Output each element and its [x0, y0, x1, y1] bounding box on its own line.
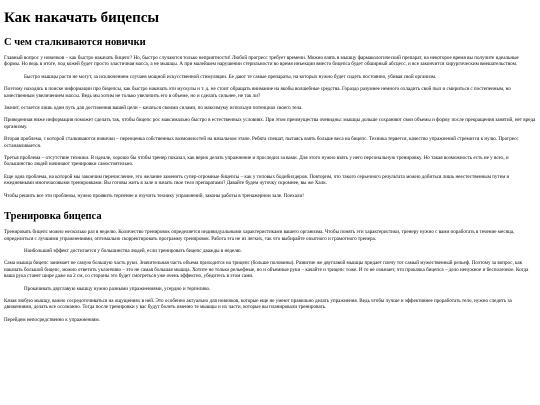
paragraph: Главный вопрос у новичков – как быстро накачать бицепс? Но, быстро случаются только неприятности! Любой прогресс требует времени. Можно взять в мышцу фармакологический препарат, на некоторое время вы получите идеальные формы. Но ведь в итоге, под кожей будет просто эластичная масса, а не мышцы. А при малейшем нарушении стерильности во время инъекции вместо бицепса будет обширный абсцесс, и все закончится хирургическим вмешательством. — [4, 55, 519, 68]
paragraph: Сама мышца бицепс занимает не самую большую часть руки. Значительная часть объема приходится на трицепс (больше половины). Развитие же двуглавой мышцы придает плечу тот самый мужественный рельеф. Поэтому за вопрос, как накачать большой бицепс, можно ответить уклончиво – это не самая большая мышца. Хотите не только рельефные, но и объемные руки – качайте и трицепс тоже. И то не означает, что прокачка бицепса – дело ненужное и бесполезное. Когда ваша рука станет шире даже на 2 см, со стороны это будет смотреться уже очень эффектно, убедитесь в этом сами. — [4, 260, 529, 280]
paragraph: Вторая проблема, с которой сталкиваются новички – переоценка собственных возможностей на начальном этапе. Ребята спешат, пытаясь взять больше веса на бицепс. Техника теряется, качество упражнений стремится к нулю. Прогресс останавливается. — [4, 136, 519, 149]
paragraph: Качая любую мышцу, важно сосредоточиваться на ощущениях в ней. Это особенно актуально для новичков, которые еще не умеют правильно делать упражнения. Ведь чтобы лучше и эффективнее проработать тело, нужно следить за движениями, делать все осознанно. Тогда после тренировки у вас будут болеть именно те мышцы и их части, которые вы планировали тренировать. — [4, 297, 512, 311]
section-heading-beginners: С чем сталкиваются новички — [4, 37, 146, 48]
paragraph: Значит, остается лишь один путь для достижения вашей цели – качаться своими силами, по максимуму используя потенциал своего тела. — [4, 105, 303, 112]
paragraph: Третья проблема – отсутствие техники. В идеале, хорошо бы чтобы тренер показал, как верно делать упражнение и проследил за вами. Для этого нужно взять у него персональную тренировку. Но такая возможность есть не у всех, и большинство людей начинают тренировки самостоятельно. — [4, 155, 509, 168]
paragraph: Перейдем непосредственно к упражнениям. — [4, 316, 100, 323]
paragraph: Приведенная ниже информация поможет сделать так, чтобы бицепс рос максимально быстро в естественных условиях. При этом преимущества очевидны: мышцы дольше сохраняют свои объемы и форму после прекращения занятий, нет вреда организму. — [4, 117, 536, 130]
paragraph: Еще одна проблема, на которой мы закончим перечисление, это желание заменить супер-огромные бицепсы – как у топовых бодибилдеров. Повторим, что такого серьезного результата можно добиться лишь неестественным путем и ежедневными многочасовыми тренировками. Вы готовы жить в зале и начать свое тело препаратами? Давайте будем чуточку скромнее, вы же Халк. — [4, 173, 510, 187]
page-title: Как накачать бицепсы — [4, 10, 160, 26]
paragraph: Чтобы решить все эти проблемы, нужно проявить терпение и изучить технику упражнений, законы работы в тренажерном зале. Поехали! — [4, 192, 304, 199]
section-heading-biceps-training: Тренировка бицепса — [4, 211, 102, 223]
paragraph: Тренировать бицепс можно несколько раз в неделю. Количество тренировок определяется индивидуальными характеристиками вашего организма. Чтобы понять эти характеристики, тренеру нужно с вами поработать в течение месяца, определиться с лучшими упражнениями, оптимально скорректировать программу тренировок. Работа эта не из легких, так что выбирайте опытного и грамотного тренера. — [4, 229, 515, 242]
quote: Наибольший эффект достигается у большинства людей, если тренировать бицепс дважды в неделю. — [24, 247, 242, 254]
paragraph: Поэтому находясь в поиске информации про бицепсы, как быстро накачать эти мускулы и т. д. не стоит обращать внимание на якобы волшебные средства. Гораздо разумнее немного охладить свой пыл и смириться с постепенным, но качественным увеличением массы. Ведь мы хотим не только увеличить его в объеме, но и сделать сильнее, не так ли? — [4, 86, 511, 99]
quote: Прокачивать двуглавую мышцу нужно разными упражнениями, усердно и терпеливо. — [24, 285, 211, 292]
quote: Быстро мышцы расти не могут, за исключением случаев мощной искусственной стимуляции. Ее дают те самые препараты, на которых нужно будет сидеть постоянно, убивая свой организм. — [24, 73, 437, 80]
